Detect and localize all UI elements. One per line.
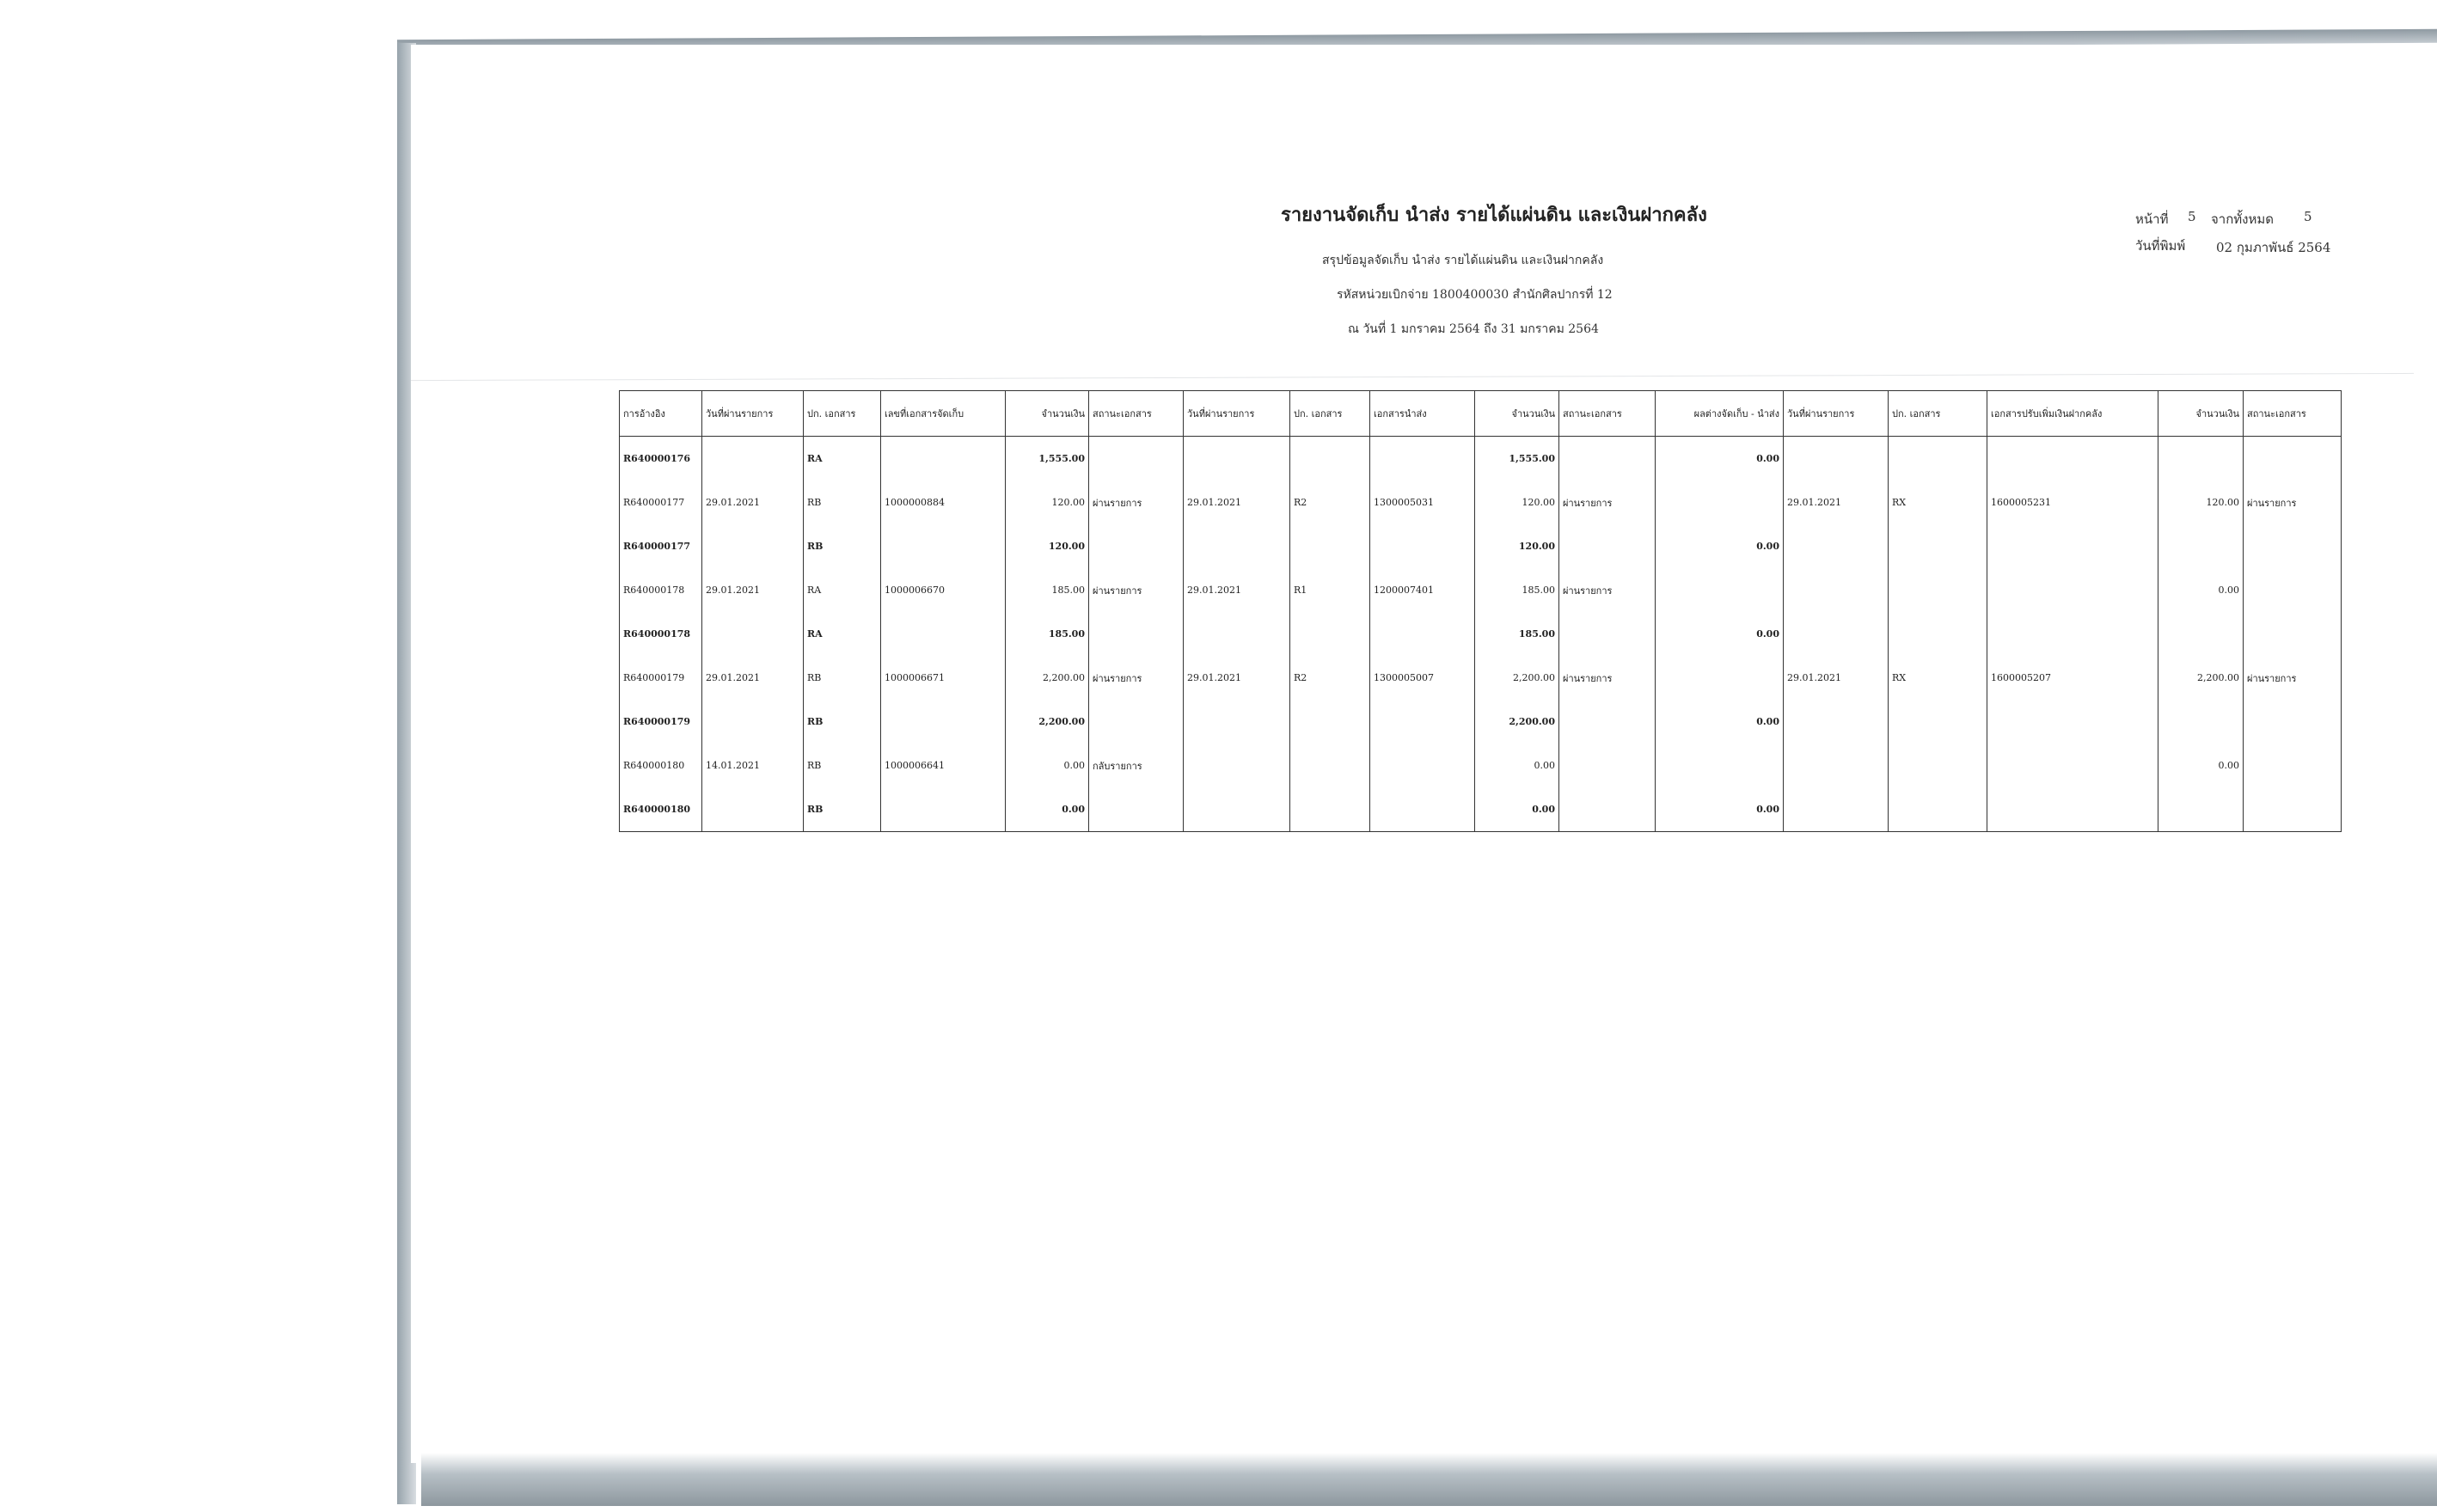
table-cell: 29.01.2021	[1784, 481, 1889, 524]
table-cell	[1184, 437, 1290, 481]
table-cell: 120.00	[1475, 524, 1559, 568]
table-cell	[2158, 524, 2244, 568]
table-cell: 2,200.00	[1475, 656, 1559, 700]
table-cell: 1000006671	[881, 656, 1006, 700]
column-header: สถานะเอกสาร	[1559, 391, 1656, 437]
table-cell	[1656, 744, 1784, 787]
table-cell: 29.01.2021	[1184, 481, 1290, 524]
table-cell: 2,200.00	[1475, 700, 1559, 744]
summary-row	[620, 437, 2342, 481]
table-cell: 0.00	[1656, 524, 1784, 568]
table-cell: 29.01.2021	[702, 656, 804, 700]
table-cell: 1600005207	[1987, 656, 2158, 700]
table-cell: 1,555.00	[1475, 437, 1559, 481]
table-cell	[1089, 437, 1184, 481]
table-cell	[1784, 568, 1889, 612]
column-header: ปก. เอกสาร	[1290, 391, 1370, 437]
table-cell	[1987, 568, 2158, 612]
table-cell: 185.00	[1006, 568, 1089, 612]
table-cell: ผ่านรายการ	[1089, 656, 1184, 700]
page-label: หน้าที่	[2135, 211, 2169, 227]
table-cell	[1290, 524, 1370, 568]
table-cell: 120.00	[1006, 481, 1089, 524]
table-cell	[1559, 744, 1656, 787]
table-cell	[1559, 787, 1656, 832]
print-date-label: วันที่พิมพ์	[2135, 238, 2186, 254]
table-cell	[1559, 612, 1656, 656]
table-cell: 185.00	[1475, 568, 1559, 612]
table-cell: RA	[804, 568, 881, 612]
table-cell	[1559, 700, 1656, 744]
table-cell	[1370, 744, 1475, 787]
table-cell: RB	[804, 700, 881, 744]
table-cell	[1656, 656, 1784, 700]
table-cell: 2,200.00	[1006, 700, 1089, 744]
column-header: จำนวนเงิน	[1475, 391, 1559, 437]
table-cell	[1987, 787, 2158, 832]
report-subtitle: สรุปข้อมูลจัดเก็บ นำส่ง รายได้แผ่นดิน และเงินฝากคลัง	[1322, 254, 1604, 267]
table-cell	[2244, 612, 2342, 656]
table-cell: RB	[804, 524, 881, 568]
column-header: เอกสารปรับเพิ่มเงินฝากคลัง	[1987, 391, 2158, 437]
table-cell	[2244, 568, 2342, 612]
summary-row	[620, 700, 2342, 744]
table-cell: 0.00	[2158, 744, 2244, 787]
table-cell	[702, 612, 804, 656]
table-cell	[2244, 744, 2342, 787]
table-cell	[1290, 437, 1370, 481]
table-cell: R640000180	[620, 787, 702, 832]
column-header: วันที่ผ่านรายการ	[702, 391, 804, 437]
table-cell	[702, 700, 804, 744]
table-cell	[1889, 524, 1987, 568]
page-number: 5	[2188, 209, 2196, 224]
table-body	[620, 437, 2342, 832]
column-header: จำนวนเงิน	[2158, 391, 2244, 437]
column-header: สถานะเอกสาร	[1089, 391, 1184, 437]
table-cell: ผ่านรายการ	[1559, 568, 1656, 612]
table-cell: 1000006670	[881, 568, 1006, 612]
table-cell	[2244, 787, 2342, 832]
table-cell	[881, 700, 1006, 744]
table-cell: ผ่านรายการ	[1559, 481, 1656, 524]
column-header: การอ้างอิง	[620, 391, 702, 437]
table-cell	[881, 612, 1006, 656]
table-cell: 1,555.00	[1006, 437, 1089, 481]
report-table	[619, 390, 2342, 832]
table-cell	[1889, 787, 1987, 832]
table-cell	[2158, 612, 2244, 656]
table-cell: 29.01.2021	[702, 568, 804, 612]
table-cell	[1987, 612, 2158, 656]
print-date: 02 กุมภาพันธ์ 2564	[2216, 240, 2331, 255]
table-cell	[881, 437, 1006, 481]
table-cell: ผ่านรายการ	[1089, 568, 1184, 612]
column-header: วันที่ผ่านรายการ	[1784, 391, 1889, 437]
column-header: สถานะเอกสาร	[2244, 391, 2342, 437]
table-cell	[1889, 612, 1987, 656]
table-cell: กลับรายการ	[1089, 744, 1184, 787]
table-cell: R640000177	[620, 524, 702, 568]
table-cell: 29.01.2021	[1784, 656, 1889, 700]
table-cell: 0.00	[1006, 787, 1089, 832]
table-cell	[2244, 437, 2342, 481]
table-cell	[1184, 787, 1290, 832]
total-pages-label: จากทั้งหมด	[2211, 211, 2275, 227]
table-cell: RX	[1889, 656, 1987, 700]
table-cell	[702, 437, 804, 481]
table-cell: 0.00	[1656, 612, 1784, 656]
report-title: รายงานจัดเก็บ นำส่ง รายได้แผ่นดิน และเงินฝากคลัง	[1281, 204, 1707, 226]
table-cell: 0.00	[2158, 568, 2244, 612]
table-cell	[1290, 744, 1370, 787]
table-row	[620, 568, 2342, 612]
table-cell	[1559, 437, 1656, 481]
table-cell	[1784, 744, 1889, 787]
table-cell	[1987, 700, 2158, 744]
table-cell: RB	[804, 656, 881, 700]
table-cell: 185.00	[1475, 612, 1559, 656]
table-cell	[1089, 612, 1184, 656]
table-cell: 0.00	[1656, 787, 1784, 832]
table-cell: 1300005007	[1370, 656, 1475, 700]
table-cell	[1987, 744, 2158, 787]
table-cell	[881, 524, 1006, 568]
table-cell	[1290, 612, 1370, 656]
column-header: เลขที่เอกสารจัดเก็บ	[881, 391, 1006, 437]
table-cell	[1370, 437, 1475, 481]
table-cell: RB	[804, 481, 881, 524]
table-cell: 0.00	[1475, 787, 1559, 832]
table-cell	[1889, 437, 1987, 481]
table-cell	[1987, 524, 2158, 568]
table-cell: RA	[804, 437, 881, 481]
summary-row	[620, 524, 2342, 568]
table-cell	[702, 787, 804, 832]
table-cell	[1370, 524, 1475, 568]
table-row	[620, 744, 2342, 787]
table-cell: R640000178	[620, 612, 702, 656]
table-cell	[1559, 524, 1656, 568]
column-header: วันที่ผ่านรายการ	[1184, 391, 1290, 437]
table-cell: R640000179	[620, 656, 702, 700]
table-cell	[1889, 700, 1987, 744]
table-cell: R1	[1290, 568, 1370, 612]
table-cell	[1784, 437, 1889, 481]
scan-edge-bottom	[421, 1453, 2437, 1506]
table-cell: ผ่านรายการ	[1089, 481, 1184, 524]
table-cell: R640000180	[620, 744, 702, 787]
table-cell: ผ่านรายการ	[1559, 656, 1656, 700]
table-cell: RX	[1889, 481, 1987, 524]
table-cell: ผ่านรายการ	[2244, 481, 2342, 524]
table-cell: 0.00	[1006, 744, 1089, 787]
summary-row	[620, 787, 2342, 832]
table-cell: 185.00	[1006, 612, 1089, 656]
table-cell	[1889, 568, 1987, 612]
table-cell: 14.01.2021	[702, 744, 804, 787]
table-cell: RA	[804, 612, 881, 656]
table-cell: 1200007401	[1370, 568, 1475, 612]
column-header: ปก. เอกสาร	[1889, 391, 1987, 437]
table-cell: 1000006641	[881, 744, 1006, 787]
table-cell	[1184, 700, 1290, 744]
table-cell	[1370, 787, 1475, 832]
table-cell: 29.01.2021	[1184, 656, 1290, 700]
table-cell	[1089, 524, 1184, 568]
table-cell: 120.00	[1475, 481, 1559, 524]
table-cell	[1370, 700, 1475, 744]
table-cell: 0.00	[1656, 700, 1784, 744]
table-cell: R640000179	[620, 700, 702, 744]
table-cell	[1089, 787, 1184, 832]
table-cell	[1784, 787, 1889, 832]
table-cell	[1290, 700, 1370, 744]
column-header: ผลต่างจัดเก็บ - นำส่ง	[1656, 391, 1784, 437]
table-cell	[1089, 700, 1184, 744]
table-cell	[1889, 744, 1987, 787]
table-cell: 29.01.2021	[1184, 568, 1290, 612]
table-cell	[1784, 524, 1889, 568]
table-cell: RB	[804, 744, 881, 787]
table-cell: 1000000884	[881, 481, 1006, 524]
table-cell	[1184, 612, 1290, 656]
table-cell: R2	[1290, 656, 1370, 700]
table-cell	[2158, 437, 2244, 481]
table-cell: R640000176	[620, 437, 702, 481]
table-cell	[2158, 787, 2244, 832]
table-cell	[1290, 787, 1370, 832]
table-cell: 120.00	[1006, 524, 1089, 568]
table-cell: 120.00	[2158, 481, 2244, 524]
table-cell: ผ่านรายการ	[2244, 656, 2342, 700]
table-cell: R640000178	[620, 568, 702, 612]
table-cell: 2,200.00	[2158, 656, 2244, 700]
column-header: จำนวนเงิน	[1006, 391, 1089, 437]
table-cell	[2244, 524, 2342, 568]
table-cell	[1370, 612, 1475, 656]
table-cell	[1784, 612, 1889, 656]
table-cell	[1184, 744, 1290, 787]
total-pages: 5	[2304, 209, 2312, 224]
table-cell: R640000177	[620, 481, 702, 524]
table-cell	[1184, 524, 1290, 568]
table-cell	[2158, 700, 2244, 744]
column-header: เอกสารนำส่ง	[1370, 391, 1475, 437]
table-row	[620, 481, 2342, 524]
table-cell: RB	[804, 787, 881, 832]
table-cell: 0.00	[1656, 437, 1784, 481]
report-unit: รหัสหน่วยเบิกจ่าย 1800400030 สำนักศิลปากรที่ 12	[1337, 288, 1613, 302]
report-period: ณ วันที่ 1 มกราคม 2564 ถึง 31 มกราคม 2564	[1348, 322, 1599, 336]
summary-row	[620, 612, 2342, 656]
table-cell: 1300005031	[1370, 481, 1475, 524]
table-cell	[881, 787, 1006, 832]
table-cell	[1656, 568, 1784, 612]
table-cell	[1784, 700, 1889, 744]
table-cell	[2244, 700, 2342, 744]
table-cell	[1987, 437, 2158, 481]
table-cell: 29.01.2021	[702, 481, 804, 524]
table-cell: 1600005231	[1987, 481, 2158, 524]
table-row	[620, 656, 2342, 700]
table-cell: R2	[1290, 481, 1370, 524]
table-header-row	[620, 391, 2342, 437]
table-cell: 0.00	[1475, 744, 1559, 787]
column-header: ปก. เอกสาร	[804, 391, 881, 437]
table-cell	[702, 524, 804, 568]
table-cell: 2,200.00	[1006, 656, 1089, 700]
table-cell	[1656, 481, 1784, 524]
